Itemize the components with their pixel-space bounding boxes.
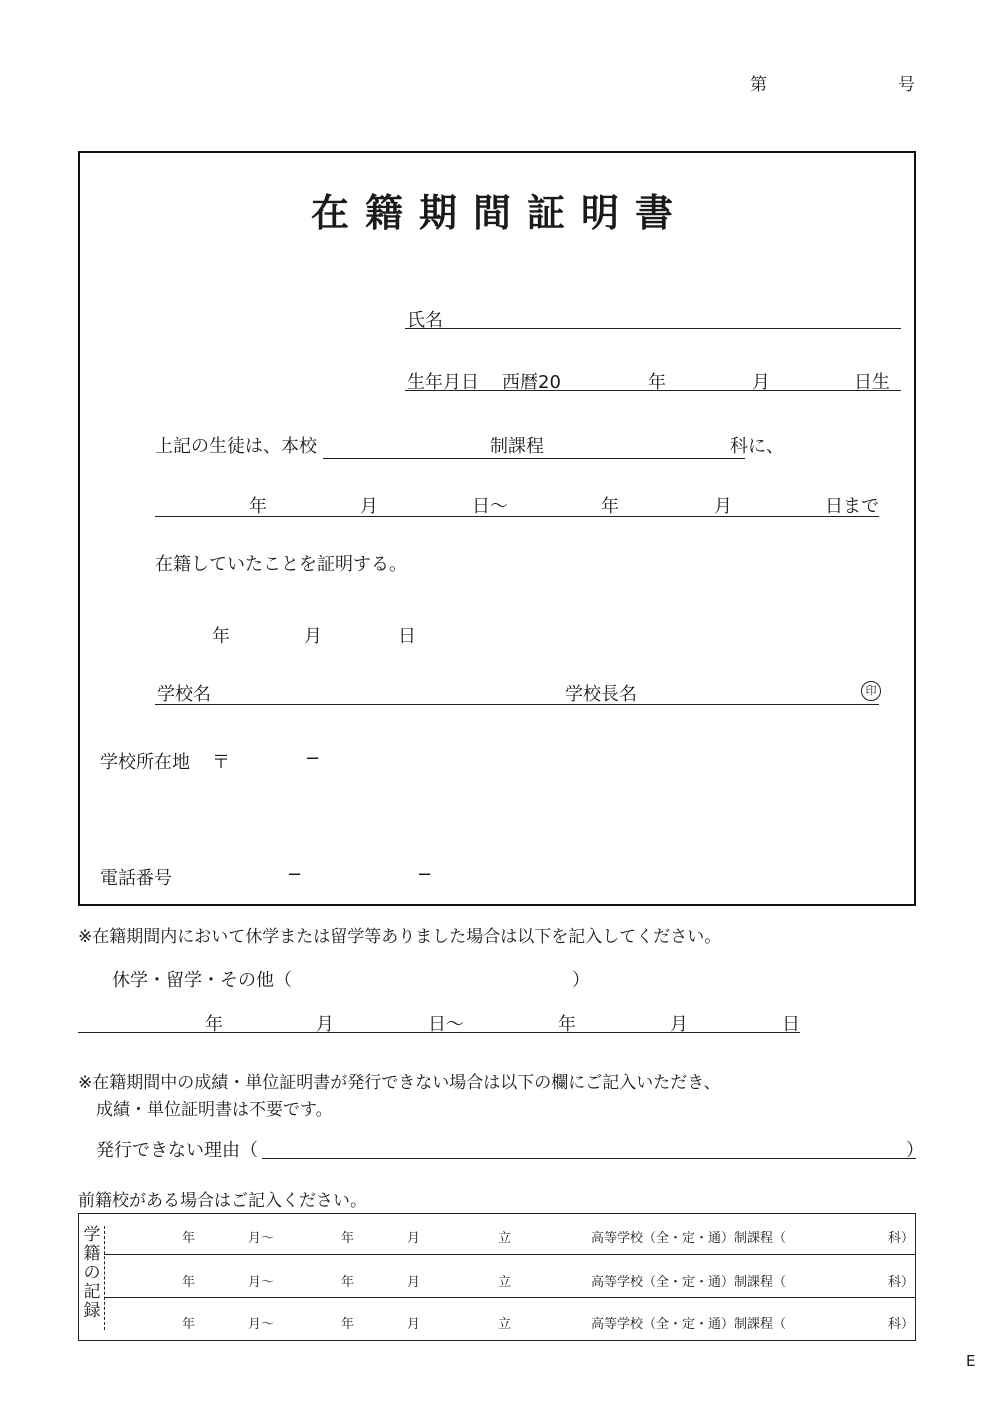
- record-end-month: 月: [407, 1317, 421, 1332]
- leave-start-year: 年: [205, 1014, 223, 1035]
- record-start-year: 年: [182, 1317, 196, 1332]
- corner-mark: E: [966, 1352, 976, 1370]
- enroll-intro: 上記の生徒は、本校: [155, 436, 317, 457]
- issue-day: 日: [398, 626, 416, 647]
- postal-mark: 〒: [212, 752, 230, 773]
- phone-dash-2: −: [417, 864, 433, 885]
- certificate-frame: [78, 151, 916, 906]
- birth-month-label: 月: [752, 372, 770, 393]
- record-school-type: 高等学校（全・定・通）制課程（: [591, 1275, 787, 1290]
- record-side-label: 学籍の記録: [83, 1225, 101, 1321]
- record-divider-2: [104, 1297, 916, 1298]
- certify-statement: 在籍していたことを証明する。: [155, 554, 407, 575]
- record-start-month: 月〜: [248, 1317, 275, 1332]
- birth-date-field[interactable]: [405, 390, 901, 391]
- record-end-month: 月: [407, 1275, 421, 1290]
- record-end-year: 年: [341, 1231, 355, 1246]
- leave-end-day: 日: [782, 1014, 800, 1035]
- record-dept: 科）: [888, 1317, 915, 1332]
- dept-label: 科に、: [730, 436, 784, 457]
- seal-mark: 印: [861, 681, 881, 701]
- leave-start-day: 日〜: [428, 1014, 464, 1035]
- name-field[interactable]: [405, 328, 901, 329]
- school-principal-field[interactable]: [155, 704, 879, 705]
- record-school-type: 高等学校（全・定・通）制課程（: [591, 1231, 787, 1246]
- reason-close: ）: [906, 1140, 924, 1161]
- phone-dash-1: −: [287, 864, 303, 885]
- previous-school-table: [78, 1213, 916, 1341]
- period-end-year: 年: [601, 496, 619, 517]
- record-end-month: 月: [407, 1231, 421, 1246]
- birth-era: 西暦20: [502, 372, 561, 393]
- birth-year-label: 年: [648, 372, 666, 393]
- address-label: 学校所在地: [100, 752, 190, 773]
- school-name-label: 学校名: [157, 684, 211, 705]
- record-ritsu: 立: [498, 1317, 512, 1332]
- period-start-day: 日〜: [472, 496, 508, 517]
- reason-label: 発行できない理由（: [96, 1140, 258, 1161]
- previous-school-heading: 前籍校がある場合はご記入ください。: [78, 1191, 367, 1211]
- record-start-month: 月〜: [248, 1231, 275, 1246]
- phone-label: 電話番号: [100, 868, 172, 889]
- grade-note-line1: ※在籍期間中の成績・単位証明書が発行できない場合は以下の欄にご記入いただき、: [78, 1073, 721, 1093]
- leave-end-month: 月: [670, 1014, 688, 1035]
- record-side-divider: [104, 1226, 105, 1330]
- principal-label: 学校長名: [565, 684, 637, 705]
- record-school-type: 高等学校（全・定・通）制課程（: [591, 1317, 787, 1332]
- leave-period-field[interactable]: [78, 1032, 800, 1033]
- record-divider-1: [104, 1254, 916, 1255]
- leave-end-year: 年: [558, 1014, 576, 1035]
- grade-note-line2: 成績・単位証明書は不要です。: [96, 1100, 333, 1120]
- record-start-year: 年: [182, 1275, 196, 1290]
- issue-year: 年: [212, 626, 230, 647]
- leave-note: ※在籍期間内において休学または留学等ありました場合は以下を記入してください。: [78, 927, 722, 947]
- period-start-month: 月: [360, 496, 378, 517]
- record-dept: 科）: [888, 1231, 915, 1246]
- period-end-day: 日まで: [825, 496, 879, 517]
- record-start-year: 年: [182, 1231, 196, 1246]
- birth-label: 生年月日: [407, 372, 479, 393]
- course-label: 制課程: [490, 436, 544, 457]
- reason-field[interactable]: [262, 1158, 916, 1159]
- birth-day-label: 日生: [854, 372, 890, 393]
- record-ritsu: 立: [498, 1231, 512, 1246]
- leave-start-month: 月: [316, 1014, 334, 1035]
- postal-dash: −: [305, 748, 321, 769]
- course-field[interactable]: [323, 458, 745, 459]
- record-ritsu: 立: [498, 1275, 512, 1290]
- issue-month: 月: [304, 626, 322, 647]
- enroll-period-field[interactable]: [155, 516, 879, 517]
- record-end-year: 年: [341, 1317, 355, 1332]
- page-title: 在籍期間証明書: [310, 190, 689, 235]
- record-end-year: 年: [341, 1275, 355, 1290]
- document-number-prefix: 第: [750, 75, 767, 95]
- period-start-year: 年: [249, 496, 267, 517]
- name-label: 氏名: [407, 310, 443, 331]
- record-dept: 科）: [888, 1275, 915, 1290]
- record-start-month: 月〜: [248, 1275, 275, 1290]
- leave-options-close: ）: [572, 970, 590, 991]
- leave-options: 休学・留学・その他（: [112, 970, 292, 991]
- document-number-suffix: 号: [898, 75, 915, 95]
- period-end-month: 月: [714, 496, 732, 517]
